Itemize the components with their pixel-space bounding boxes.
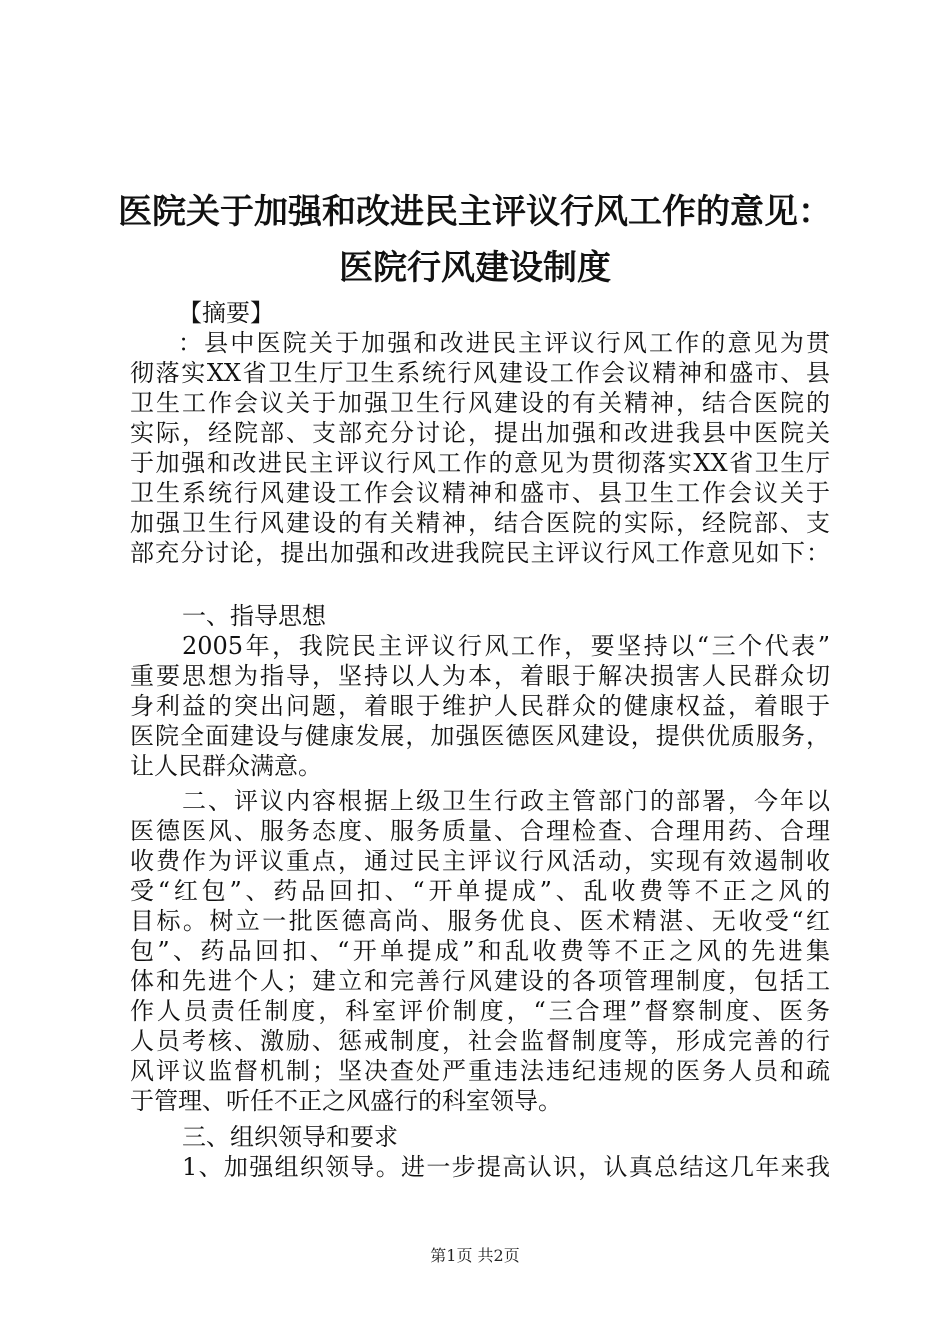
paragraph-line: 医院全面建设与健康发展，加强医德医风建设，提供优质服务， (130, 722, 830, 750)
document-title-line-1: 医院关于加强和改进民主评议行风工作的意见： (118, 192, 832, 232)
section-evaluation-content (130, 786, 830, 1116)
paragraph-line: 目标。树立一批医德高尚、服务优良、医术精湛、无收受“红 (130, 907, 830, 935)
abstract-line: 彻落实XX省卫生厅卫生系统行风建设工作会议精神和盛市、县 (130, 359, 830, 387)
paragraph-line: 人员考核、激励、惩戒制度，社会监督制度等，形成完善的行 (130, 1027, 830, 1055)
paragraph-line: 让人民群众满意。 (130, 752, 322, 780)
paragraph-line: 风评议监督机制；坚决查处严重违法违纪违规的医务人员和疏 (130, 1057, 830, 1085)
section-heading: 一、指导思想 (182, 602, 326, 630)
paragraph-line: 二、评议内容根据上级卫生行政主管部门的部署，今年以 (182, 787, 830, 815)
abstract-line: 于加强和改进民主评议行风工作的意见为贯彻落实XX省卫生厅 (130, 449, 830, 477)
paragraph-line: 于管理、听任不正之风盛行的科室领导。 (130, 1087, 562, 1115)
abstract-line: 卫生系统行风建设工作会议精神和盛市、县卫生工作会议关于 (130, 479, 830, 507)
paragraph-line: 身利益的突出问题，着眼于维护人民群众的健康权益，着眼于 (130, 692, 830, 720)
paragraph-line: 医德医风、服务态度、服务质量、合理检查、合理用药、合理 (130, 817, 830, 845)
paragraph-line: 1、加强组织领导。进一步提高认识，认真总结这几年来我 (182, 1153, 830, 1181)
section-guiding-ideology (130, 601, 830, 781)
paragraph-line: 受“红包”、药品回扣、“开单提成”、乱收费等不正之风的 (130, 877, 830, 905)
abstract-line: 卫生工作会议关于加强卫生行风建设的有关精神，结合医院的 (130, 389, 830, 417)
paragraph-line: 收费作为评议重点，通过民主评议行风活动，实现有效遏制收 (130, 847, 830, 875)
abstract-line: 部充分讨论，提出加强和改进我院民主评议行风工作意见如下： (130, 539, 830, 567)
paragraph-line: 重要思想为指导，坚持以人为本，着眼于解决损害人民群众切 (130, 662, 830, 690)
section-organization (130, 1122, 830, 1182)
abstract-line: 加强卫生行风建设的有关精神，结合医院的实际，经院部、支 (130, 509, 830, 537)
paragraph-line: 作人员责任制度，科室评价制度，“三合理”督察制度、医务 (130, 997, 830, 1025)
abstract-line: ：县中医院关于加强和改进民主评议行风工作的意见为贯 (178, 329, 830, 357)
document-title-line-2: 医院行风建设制度 (339, 248, 611, 288)
paragraph-line: 2005年，我院民主评议行风工作，要坚持以“三个代表” (182, 632, 830, 660)
abstract-section (130, 298, 830, 568)
page-number-footer: 第1页 共2页 (430, 1246, 520, 1265)
paragraph-line: 包”、药品回扣、“开单提成”和乱收费等不正之风的先进集 (130, 937, 830, 965)
paragraph-line: 体和先进个人；建立和完善行风建设的各项管理制度，包括工 (130, 967, 830, 995)
abstract-line: 实际，经院部、支部充分讨论，提出加强和改进我县中医院关 (130, 419, 830, 447)
abstract-label: 【摘要】 (178, 299, 274, 327)
section-heading: 三、组织领导和要求 (182, 1123, 398, 1151)
